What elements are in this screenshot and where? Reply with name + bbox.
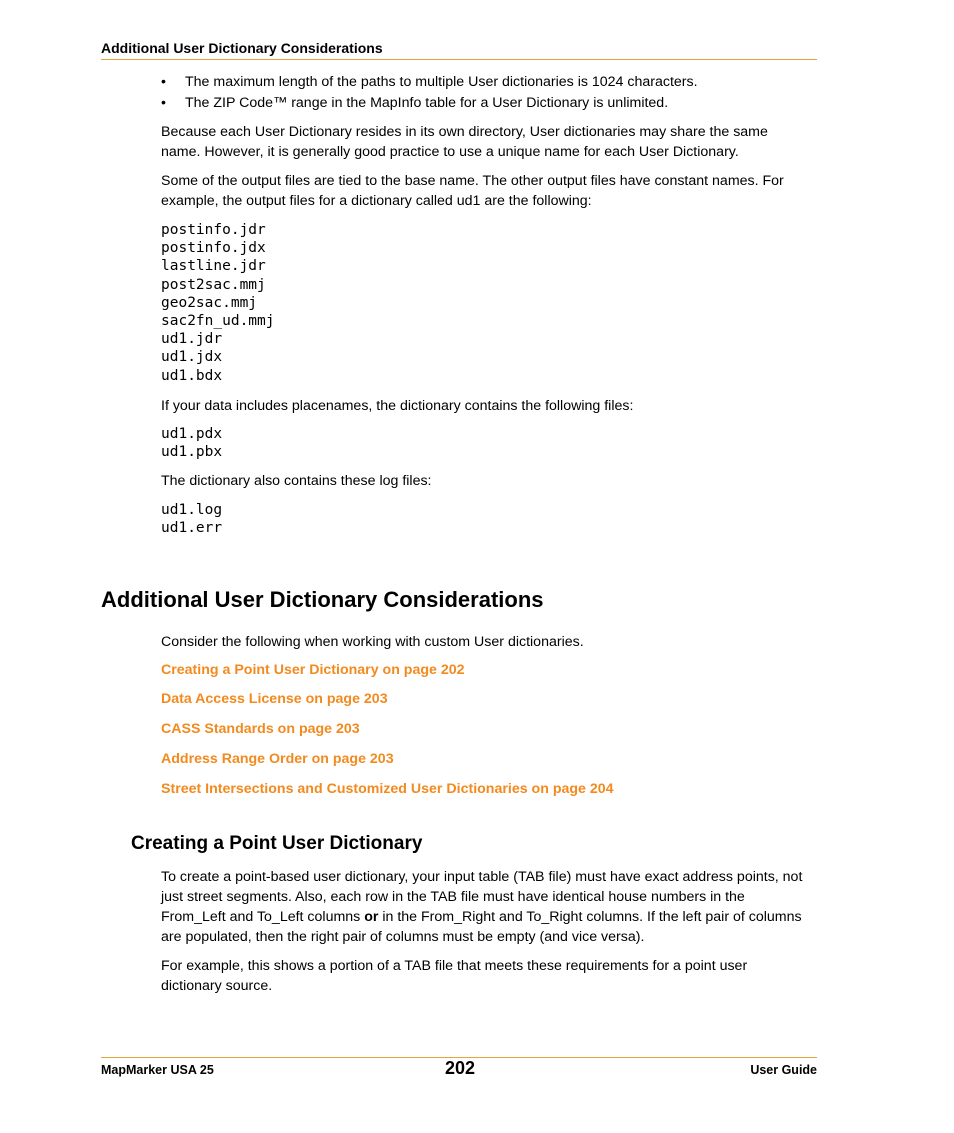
code-log-files: ud1.log ud1.err bbox=[161, 502, 223, 537]
footer-page-number: 202 bbox=[445, 1058, 476, 1078]
bullet-marker: • bbox=[161, 95, 166, 111]
header-rule bbox=[101, 59, 817, 60]
subsection-paragraph-example: For example, this shows a portion of a TAB file that meets these requirements for a point user dictionary source. bbox=[161, 958, 748, 994]
code-placename-files: ud1.pdx ud1.pbx bbox=[161, 426, 223, 461]
xref-link-creating-point-dictionary[interactable]: Creating a Point User Dictionary on page 202 bbox=[161, 662, 465, 678]
bullet-text: The ZIP Code™ range in the MapInfo table for a User Dictionary is unlimited. bbox=[185, 95, 669, 111]
xref-link-data-access-license[interactable]: Data Access License on page 203 bbox=[161, 691, 388, 707]
paragraph-output-files-intro: Some of the output files are tied to the base name. The other output files have constant names. For example, the output files for a dictionary called ud1 are the following: bbox=[161, 173, 784, 209]
bullet-marker: • bbox=[161, 74, 166, 90]
code-output-files: postinfo.jdr postinfo.jdx lastline.jdr post2sac.mmj geo2sac.mmj sac2fn_ud.mmj ud1.jdr ud1.jdx ud1.bdx bbox=[161, 222, 275, 384]
xref-link-address-range-order[interactable]: Address Range Order on page 203 bbox=[161, 751, 394, 767]
section-intro: Consider the following when working with custom User dictionaries. bbox=[161, 634, 584, 650]
requirements-text-end: in the From_Right and To_Right columns. If the left pair of columns are populated, then the right pair of columns must be empty (and vice versa). bbox=[161, 909, 802, 945]
bullet-item bbox=[161, 93, 801, 114]
running-header-title: Additional User Dictionary Considerations bbox=[101, 40, 383, 56]
bullet-item bbox=[161, 72, 801, 93]
bullet-list bbox=[161, 72, 801, 114]
footer-document-type: User Guide bbox=[750, 1063, 817, 1077]
xref-link-cass-standards[interactable]: CASS Standards on page 203 bbox=[161, 721, 360, 737]
bullet-text: The maximum length of the paths to multiple User dictionaries is 1024 characters. bbox=[185, 74, 698, 90]
footer-product-name: MapMarker USA 25 bbox=[101, 1063, 214, 1077]
subsection-paragraph-requirements bbox=[161, 867, 811, 947]
requirements-text-start: To create a point-based user dictionary, your input table (TAB file) must have exact address points, not just street segments. Also, each row in the TAB file must have identical house numbers in the From_Left and To_Left columns bbox=[161, 869, 803, 925]
subsection-heading: Creating a Point User Dictionary bbox=[131, 833, 423, 854]
paragraph-shared-names: Because each User Dictionary resides in its own directory, User dictionaries may share the same name. However, it is generally good practice to use a unique name for each User Dictionary. bbox=[161, 124, 768, 160]
paragraph-placenames-intro: If your data includes placenames, the dictionary contains the following files: bbox=[161, 398, 634, 414]
requirements-emphasis-or: or bbox=[364, 909, 379, 925]
section-heading: Additional User Dictionary Considerations bbox=[101, 587, 544, 612]
paragraph-log-files-intro: The dictionary also contains these log files: bbox=[161, 473, 432, 489]
xref-link-street-intersections[interactable]: Street Intersections and Customized User Dictionaries on page 204 bbox=[161, 781, 614, 797]
